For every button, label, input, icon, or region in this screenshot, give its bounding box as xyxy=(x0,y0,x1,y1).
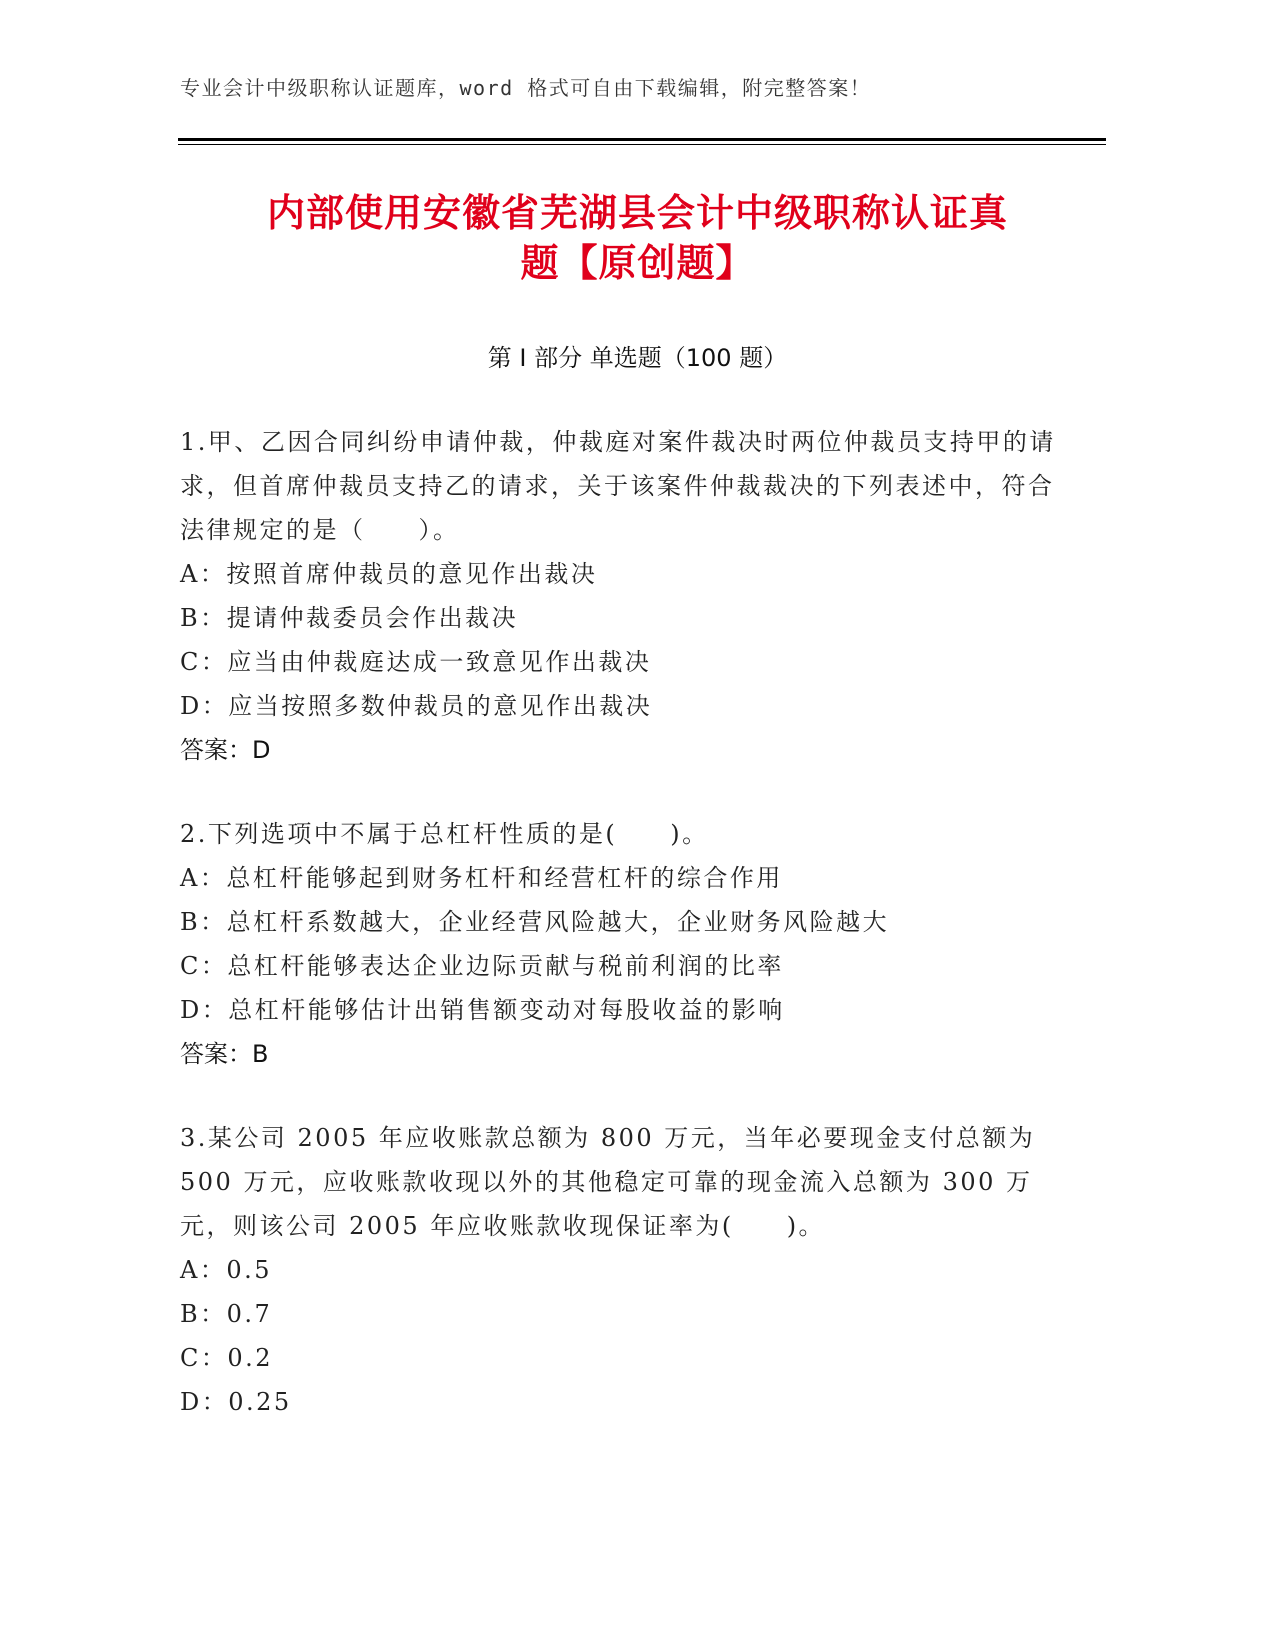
question-list xyxy=(180,420,1060,1464)
option-c: C：应当由仲裁庭达成一致意见作出裁决 xyxy=(180,648,652,676)
section-heading: 第 I 部分 单选题（100 题） xyxy=(487,344,788,372)
document-title-line-2: 题【原创题】 xyxy=(520,241,755,285)
question-stem: 1.甲、乙因合同纠纷申请仲裁，仲裁庭对案件裁决时两位仲裁员支持甲的请求，但首席仲裁员支持乙的请求，关于该案件仲裁裁决的下列表述中，符合法律规定的是（ ）。 xyxy=(180,428,1056,544)
question-stem: 2.下列选项中不属于总杠杆性质的是( )。 xyxy=(180,820,709,848)
option-a: A：总杠杆能够起到财务杠杆和经营杠杆的综合作用 xyxy=(180,864,783,892)
header-rule-thin xyxy=(178,144,1106,145)
option-d: D：总杠杆能够估计出销售额变动对每股收益的影响 xyxy=(180,996,785,1024)
option-d: D：应当按照多数仲裁员的意见作出裁决 xyxy=(180,692,653,720)
question-2 xyxy=(180,812,1060,1076)
option-b: B：0.7 xyxy=(180,1300,273,1328)
question-1 xyxy=(180,420,1060,772)
answer-label: 答案：D xyxy=(180,736,271,764)
option-b: B：总杠杆系数越大，企业经营风险越大，企业财务风险越大 xyxy=(180,908,890,936)
header-note: 专业会计中级职称认证题库，word 格式可自由下载编辑，附完整答案！ xyxy=(180,76,872,100)
document-title-line-1: 内部使用安徽省芜湖县会计中级职称认证真 xyxy=(266,191,1008,235)
question-3 xyxy=(180,1116,1060,1424)
question-stem: 3.某公司 2005 年应收账款总额为 800 万元，当年必要现金支付总额为 500 万元，应收账款收现以外的其他稳定可靠的现金流入总额为 300 万元，则该公司 2005 年应收账款收现保证率为( )。 xyxy=(180,1124,1036,1240)
option-c: C：总杠杆能够表达企业边际贡献与税前利润的比率 xyxy=(180,952,784,980)
option-c: C：0.2 xyxy=(180,1344,274,1372)
option-a: A：0.5 xyxy=(180,1256,272,1284)
option-b: B：提请仲裁委员会作出裁决 xyxy=(180,604,519,632)
option-d: D：0.25 xyxy=(180,1388,292,1416)
option-a: A：按照首席仲裁员的意见作出裁决 xyxy=(180,560,598,588)
header-rule-thick xyxy=(178,138,1106,141)
document-title xyxy=(150,188,1125,288)
answer-label: 答案：B xyxy=(180,1040,269,1068)
